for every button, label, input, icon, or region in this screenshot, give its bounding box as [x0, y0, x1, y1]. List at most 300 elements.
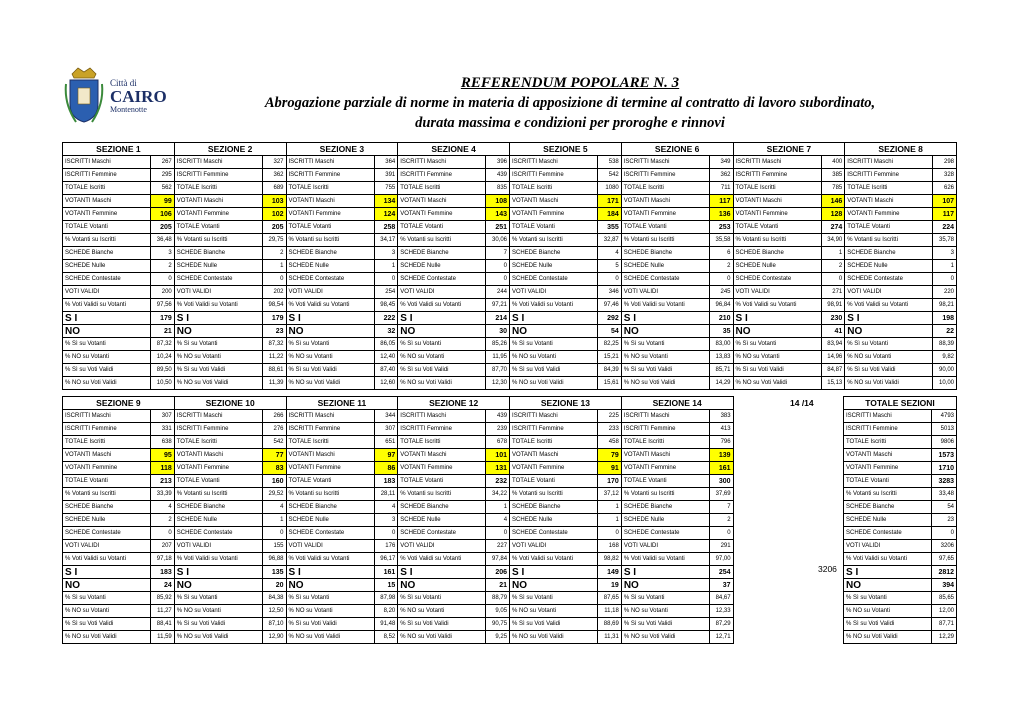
- row-label: S I: [845, 312, 933, 325]
- row-label: % Voti Validi su Votanti: [174, 553, 262, 566]
- cell-value: 35,78: [933, 234, 957, 247]
- cell-value: 1: [374, 260, 398, 273]
- row-label: SCHEDE Nulle: [510, 514, 598, 527]
- cell-value: 139: [709, 449, 733, 462]
- row-label: ISCRITTI Femmine: [398, 169, 486, 182]
- row-label: VOTANTI Femmine: [286, 208, 374, 221]
- row-label: % Sì su Votanti: [510, 592, 598, 605]
- row-label: VOTANTI Maschi: [63, 195, 151, 208]
- row-label: % NO su Votanti: [174, 351, 262, 364]
- cell-value: 11,18: [598, 605, 622, 618]
- cell-value: 1: [933, 260, 957, 273]
- row-label: % Votanti su Iscritti: [844, 488, 932, 501]
- row-label: % Sì su Voti Validi: [844, 618, 932, 631]
- cell-value: 37: [709, 579, 733, 592]
- row-label: VOTANTI Femmine: [63, 462, 151, 475]
- row-label: % Voti Validi su Votanti: [286, 553, 374, 566]
- row-label: SCHEDE Contestate: [621, 527, 709, 540]
- row-label: % Sì su Voti Validi: [398, 364, 486, 377]
- cell-value: 83,00: [709, 338, 733, 351]
- row-label: % NO su Voti Validi: [510, 631, 598, 644]
- row-label: NO: [510, 579, 598, 592]
- cell-value: 84,38: [262, 592, 286, 605]
- city-logo: [64, 64, 174, 126]
- row-label: % Sì su Voti Validi: [621, 618, 709, 631]
- cell-value: 785: [821, 182, 845, 195]
- row-label: % Sì su Voti Validi: [63, 364, 151, 377]
- cell-value: 149: [598, 566, 622, 579]
- row-label: % NO su Votanti: [844, 605, 932, 618]
- cell-value: 0: [374, 527, 398, 540]
- row-label: ISCRITTI Femmine: [63, 169, 151, 182]
- cell-value: 0: [262, 273, 286, 286]
- cell-value: 86,05: [374, 338, 398, 351]
- row-label: ISCRITTI Femmine: [733, 169, 821, 182]
- cell-value: 146: [821, 195, 845, 208]
- total-value: 87,71: [932, 618, 957, 631]
- row-label: ISCRITTI Maschi: [63, 410, 151, 423]
- row-label: SCHEDE Bianche: [621, 247, 709, 260]
- row-label: ISCRITTI Femmine: [621, 169, 709, 182]
- cell-value: 2: [262, 247, 286, 260]
- row-label: TOTALE Votanti: [398, 475, 486, 488]
- cell-value: 0: [151, 527, 175, 540]
- row-label: ISCRITTI Femmine: [174, 169, 262, 182]
- cell-value: 87,98: [374, 592, 398, 605]
- row-label: VOTANTI Femmine: [844, 462, 932, 475]
- cell-value: 291: [709, 540, 733, 553]
- row-label: ISCRITTI Femmine: [845, 169, 933, 182]
- cell-value: 12,60: [374, 377, 398, 390]
- row-label: % Sì su Voti Validi: [510, 618, 598, 631]
- cell-value: 3: [933, 247, 957, 260]
- cell-value: 5: [598, 260, 622, 273]
- row-label: SCHEDE Contestate: [174, 273, 262, 286]
- row-label: NO: [286, 579, 374, 592]
- cell-value: 29,75: [262, 234, 286, 247]
- row-label: SCHEDE Bianche: [844, 501, 932, 514]
- section-header: SEZIONE 9: [63, 397, 175, 410]
- cell-value: 213: [151, 475, 175, 488]
- cell-value: 295: [151, 169, 175, 182]
- cell-value: 232: [486, 475, 510, 488]
- cell-value: 253: [709, 221, 733, 234]
- cell-value: 183: [374, 475, 398, 488]
- cell-value: 0: [486, 273, 510, 286]
- row-label: % Votanti su Iscritti: [63, 488, 151, 501]
- row-label: VOTANTI Maschi: [398, 449, 486, 462]
- total-value: 3283: [932, 475, 957, 488]
- cell-value: 383: [709, 410, 733, 423]
- row-label: % Sì su Voti Validi: [174, 618, 262, 631]
- cell-value: 12,71: [709, 631, 733, 644]
- cell-value: 1: [598, 514, 622, 527]
- logo-line2: CAIRO: [110, 87, 167, 106]
- row-label: TOTALE Iscritti: [286, 182, 374, 195]
- row-label: VOTI VALIDI: [63, 286, 151, 299]
- cell-value: 11,95: [486, 351, 510, 364]
- row-label: TOTALE Votanti: [733, 221, 821, 234]
- cell-value: 198: [933, 312, 957, 325]
- cell-value: 9,25: [486, 631, 510, 644]
- row-label: NO: [174, 325, 262, 338]
- row-label: VOTANTI Maschi: [286, 195, 374, 208]
- row-label: TOTALE Iscritti: [63, 436, 151, 449]
- cell-value: 12,33: [709, 605, 733, 618]
- section-header: SEZIONE 4: [398, 143, 510, 156]
- row-label: SCHEDE Nulle: [621, 260, 709, 273]
- row-label: VOTANTI Maschi: [733, 195, 821, 208]
- cell-value: 0: [598, 527, 622, 540]
- cell-value: 87,32: [262, 338, 286, 351]
- row-label: % NO su Voti Validi: [286, 377, 374, 390]
- row-label: % Votanti su Iscritti: [286, 234, 374, 247]
- row-label: % Sì su Votanti: [174, 592, 262, 605]
- row-label: ISCRITTI Maschi: [398, 156, 486, 169]
- cell-value: 97: [374, 449, 398, 462]
- row-label: VOTANTI Maschi: [844, 449, 932, 462]
- cell-value: 29,52: [262, 488, 286, 501]
- row-label: S I: [174, 312, 262, 325]
- cell-value: 143: [486, 208, 510, 221]
- cell-value: 88,39: [933, 338, 957, 351]
- cell-value: 84,67: [709, 592, 733, 605]
- row-label: NO: [621, 325, 709, 338]
- row-label: SCHEDE Contestate: [510, 527, 598, 540]
- referendum-subtitle-2: durata massima e condizioni per proroghe e rinnovi: [415, 115, 725, 131]
- cell-value: 32,87: [598, 234, 622, 247]
- cell-value: 36,48: [151, 234, 175, 247]
- row-label: SCHEDE Contestate: [63, 273, 151, 286]
- total-value: 1710: [932, 462, 957, 475]
- cell-value: 328: [933, 169, 957, 182]
- row-label: % Voti Validi su Votanti: [844, 553, 932, 566]
- cell-value: 267: [151, 156, 175, 169]
- cell-value: 87,40: [374, 364, 398, 377]
- cell-value: 131: [486, 462, 510, 475]
- cell-value: 327: [262, 156, 286, 169]
- row-label: NO: [63, 325, 151, 338]
- row-label: % Sì su Votanti: [63, 592, 151, 605]
- cell-value: 33,39: [151, 488, 175, 501]
- row-label: ISCRITTI Femmine: [174, 423, 262, 436]
- row-label: ISCRITTI Maschi: [398, 410, 486, 423]
- row-label: % Voti Validi su Votanti: [845, 299, 933, 312]
- cell-value: 4: [486, 514, 510, 527]
- cell-value: 2: [821, 260, 845, 273]
- row-label: VOTI VALIDI: [845, 286, 933, 299]
- cell-value: 254: [374, 286, 398, 299]
- row-label: SCHEDE Nulle: [63, 260, 151, 273]
- cell-value: 87,65: [598, 592, 622, 605]
- cell-value: 95: [151, 449, 175, 462]
- row-label: VOTANTI Femmine: [63, 208, 151, 221]
- cell-value: 8,20: [374, 605, 398, 618]
- section-header: SEZIONE 3: [286, 143, 398, 156]
- cell-value: 11,31: [598, 631, 622, 644]
- row-label: VOTI VALIDI: [174, 286, 262, 299]
- row-label: % Votanti su Iscritti: [733, 234, 821, 247]
- row-label: TOTALE Votanti: [286, 475, 374, 488]
- cell-value: 54: [598, 325, 622, 338]
- logo-line3: Montenotte: [110, 105, 147, 114]
- cell-value: 202: [262, 286, 286, 299]
- row-label: ISCRITTI Maschi: [621, 410, 709, 423]
- row-label: % NO su Voti Validi: [845, 377, 933, 390]
- cell-value: 207: [151, 540, 175, 553]
- section-counter: 14 /14: [790, 398, 814, 408]
- row-label: % Sì su Voti Validi: [286, 618, 374, 631]
- cell-value: 307: [374, 423, 398, 436]
- cell-value: 98,82: [598, 553, 622, 566]
- row-label: % NO su Voti Validi: [398, 377, 486, 390]
- row-label: VOTANTI Maschi: [510, 449, 598, 462]
- row-label: SCHEDE Contestate: [398, 527, 486, 540]
- row-label: SCHEDE Nulle: [844, 514, 932, 527]
- cell-value: 542: [598, 169, 622, 182]
- cell-value: 22: [933, 325, 957, 338]
- row-label: VOTANTI Maschi: [621, 195, 709, 208]
- row-label: % Voti Validi su Votanti: [733, 299, 821, 312]
- cell-value: 7: [486, 247, 510, 260]
- row-label: SCHEDE Nulle: [63, 514, 151, 527]
- cell-value: 413: [709, 423, 733, 436]
- row-label: TOTALE Iscritti: [174, 182, 262, 195]
- cell-value: 134: [374, 195, 398, 208]
- row-label: S I: [844, 566, 932, 579]
- cell-value: 3: [151, 247, 175, 260]
- cell-value: 98,54: [262, 299, 286, 312]
- cell-value: 28,11: [374, 488, 398, 501]
- cell-value: 11,27: [151, 605, 175, 618]
- referendum-subtitle-1: Abrogazione parziale di norme in materia di apposizione di termine al contratto di lavoro subordinato,: [264, 95, 876, 111]
- row-label: ISCRITTI Femmine: [286, 169, 374, 182]
- row-label: % NO su Votanti: [63, 351, 151, 364]
- row-label: SCHEDE Nulle: [510, 260, 598, 273]
- cell-value: 344: [374, 410, 398, 423]
- row-label: S I: [398, 312, 486, 325]
- cell-value: 562: [151, 182, 175, 195]
- cell-value: 225: [598, 410, 622, 423]
- cell-value: 79: [598, 449, 622, 462]
- cell-value: 1: [821, 247, 845, 260]
- cell-value: 10,00: [933, 377, 957, 390]
- row-label: VOTANTI Maschi: [845, 195, 933, 208]
- row-label: VOTANTI Maschi: [63, 449, 151, 462]
- cell-value: 1: [598, 501, 622, 514]
- cell-value: 298: [933, 156, 957, 169]
- row-label: ISCRITTI Maschi: [733, 156, 821, 169]
- cell-value: 124: [374, 208, 398, 221]
- cell-value: 108: [486, 195, 510, 208]
- cell-value: 37,12: [598, 488, 622, 501]
- cell-value: 400: [821, 156, 845, 169]
- cell-value: 30: [486, 325, 510, 338]
- cell-value: 230: [821, 312, 845, 325]
- row-label: VOTANTI Maschi: [286, 449, 374, 462]
- cell-value: 11,59: [151, 631, 175, 644]
- row-label: VOTANTI Femmine: [510, 208, 598, 221]
- row-label: ISCRITTI Maschi: [844, 410, 932, 423]
- cell-value: 10,50: [151, 377, 175, 390]
- section-header: SEZIONE 6: [621, 143, 733, 156]
- cell-value: 205: [151, 221, 175, 234]
- row-label: TOTALE Votanti: [174, 221, 262, 234]
- row-label: ISCRITTI Femmine: [398, 423, 486, 436]
- row-label: % Sì su Voti Validi: [621, 364, 709, 377]
- cell-value: 266: [262, 410, 286, 423]
- cell-value: 85,26: [486, 338, 510, 351]
- row-label: NO: [398, 579, 486, 592]
- cell-value: 82,25: [598, 338, 622, 351]
- row-label: S I: [621, 312, 709, 325]
- row-label: SCHEDE Bianche: [174, 501, 262, 514]
- row-label: S I: [286, 312, 374, 325]
- total-value: 1573: [932, 449, 957, 462]
- total-value: 2812: [932, 566, 957, 579]
- logo-line1: Città di: [110, 78, 137, 88]
- cell-value: 349: [709, 156, 733, 169]
- cell-value: 9,05: [486, 605, 510, 618]
- cell-value: 835: [486, 182, 510, 195]
- cell-value: 184: [598, 208, 622, 221]
- cell-value: 0: [262, 527, 286, 540]
- row-label: % NO su Votanti: [174, 605, 262, 618]
- row-label: % Votanti su Iscritti: [510, 234, 598, 247]
- row-label: % Votanti su Iscritti: [621, 234, 709, 247]
- row-label: TOTALE Votanti: [174, 475, 262, 488]
- row-label: NO: [174, 579, 262, 592]
- row-label: TOTALE Votanti: [844, 475, 932, 488]
- row-label: % Sì su Voti Validi: [286, 364, 374, 377]
- row-label: SCHEDE Nulle: [621, 514, 709, 527]
- cell-value: 107: [933, 195, 957, 208]
- cell-value: 96,84: [709, 299, 733, 312]
- cell-value: 98,21: [933, 299, 957, 312]
- row-label: ISCRITTI Femmine: [510, 423, 598, 436]
- cell-value: 651: [374, 436, 398, 449]
- row-label: TOTALE Votanti: [621, 475, 709, 488]
- row-label: VOTI VALIDI: [510, 286, 598, 299]
- row-label: VOTANTI Femmine: [733, 208, 821, 221]
- cell-value: 9,82: [933, 351, 957, 364]
- cell-value: 176: [374, 540, 398, 553]
- cell-value: 88,61: [262, 364, 286, 377]
- cell-value: 0: [486, 527, 510, 540]
- row-label: TOTALE Iscritti: [286, 436, 374, 449]
- row-label: TOTALE Votanti: [510, 475, 598, 488]
- cell-value: 117: [933, 208, 957, 221]
- row-label: SCHEDE Contestate: [174, 527, 262, 540]
- row-label: TOTALE Iscritti: [845, 182, 933, 195]
- cell-value: 251: [486, 221, 510, 234]
- row-label: % Voti Validi su Votanti: [398, 553, 486, 566]
- row-label: % NO su Voti Validi: [398, 631, 486, 644]
- cell-value: 2: [151, 514, 175, 527]
- sections-table-bottom: [62, 396, 734, 644]
- total-value: 3206: [932, 540, 957, 553]
- row-label: % Sì su Votanti: [621, 338, 709, 351]
- cell-value: 346: [598, 286, 622, 299]
- row-label: % Voti Validi su Votanti: [510, 299, 598, 312]
- cell-value: 89,50: [151, 364, 175, 377]
- cell-value: 300: [709, 475, 733, 488]
- row-label: ISCRITTI Femmine: [63, 423, 151, 436]
- cell-value: 91,48: [374, 618, 398, 631]
- cell-value: 117: [709, 195, 733, 208]
- cell-value: 171: [598, 195, 622, 208]
- row-label: TOTALE Votanti: [398, 221, 486, 234]
- total-value: 12,00: [932, 605, 957, 618]
- row-label: SCHEDE Nulle: [398, 514, 486, 527]
- cell-value: 103: [262, 195, 286, 208]
- row-label: TOTALE Votanti: [510, 221, 598, 234]
- cell-value: 97,46: [598, 299, 622, 312]
- section-header: SEZIONE 5: [510, 143, 622, 156]
- cell-value: 355: [598, 221, 622, 234]
- row-label: TOTALE Iscritti: [621, 182, 709, 195]
- cell-value: 12,90: [262, 631, 286, 644]
- section-header: SEZIONE 1: [63, 143, 175, 156]
- row-label: VOTANTI Maschi: [174, 195, 262, 208]
- cell-value: 97,56: [151, 299, 175, 312]
- row-label: % Voti Validi su Votanti: [510, 553, 598, 566]
- cell-value: 15,13: [821, 377, 845, 390]
- sections-table-top: [62, 142, 957, 390]
- row-label: TOTALE Iscritti: [510, 182, 598, 195]
- cell-value: 83,94: [821, 338, 845, 351]
- row-label: % NO su Voti Validi: [510, 377, 598, 390]
- section-header: SEZIONE 2: [174, 143, 286, 156]
- row-label: NO: [621, 579, 709, 592]
- row-label: TOTALE Votanti: [63, 475, 151, 488]
- cell-value: 161: [374, 566, 398, 579]
- cell-value: 96,17: [374, 553, 398, 566]
- cell-value: 15: [374, 579, 398, 592]
- row-label: % NO su Votanti: [286, 351, 374, 364]
- cell-value: 276: [262, 423, 286, 436]
- section-header: SEZIONE 12: [398, 397, 510, 410]
- cell-value: 292: [598, 312, 622, 325]
- cell-value: 3: [374, 514, 398, 527]
- total-value: 85,65: [932, 592, 957, 605]
- row-label: ISCRITTI Femmine: [621, 423, 709, 436]
- row-label: SCHEDE Nulle: [174, 514, 262, 527]
- cell-value: 77: [262, 449, 286, 462]
- cell-value: 87,10: [262, 618, 286, 631]
- section-header: SEZIONE 13: [510, 397, 622, 410]
- cell-value: 11,22: [262, 351, 286, 364]
- row-label: S I: [398, 566, 486, 579]
- row-label: VOTANTI Maschi: [398, 195, 486, 208]
- cell-value: 11,39: [262, 377, 286, 390]
- row-label: SCHEDE Nulle: [398, 260, 486, 273]
- row-label: SCHEDE Nulle: [845, 260, 933, 273]
- cell-value: 34,90: [821, 234, 845, 247]
- cell-value: 170: [598, 475, 622, 488]
- row-label: VOTANTI Femmine: [398, 208, 486, 221]
- cell-value: 4: [151, 501, 175, 514]
- row-label: TOTALE Iscritti: [733, 182, 821, 195]
- cell-value: 88,69: [598, 618, 622, 631]
- cell-value: 161: [709, 462, 733, 475]
- row-label: S I: [733, 312, 821, 325]
- cell-value: 391: [374, 169, 398, 182]
- row-label: % Sì su Voti Validi: [63, 618, 151, 631]
- row-label: SCHEDE Nulle: [286, 514, 374, 527]
- cell-value: 8,52: [374, 631, 398, 644]
- row-label: NO: [63, 579, 151, 592]
